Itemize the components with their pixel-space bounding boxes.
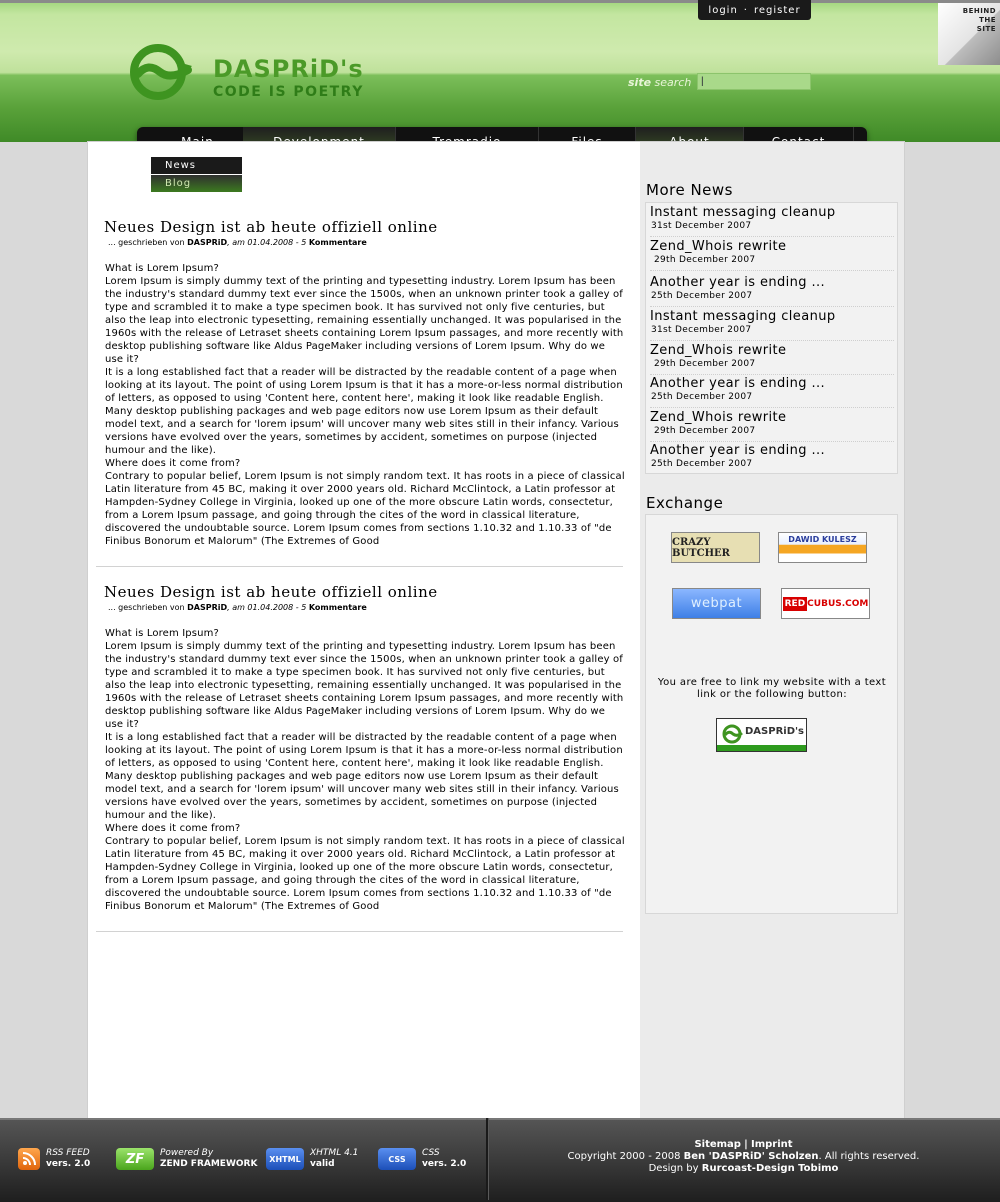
css-line-2: vers. 2.0 — [422, 1159, 467, 1169]
rss-feed-badge[interactable] — [18, 1148, 90, 1170]
news-title[interactable]: Zend_Whois rewrite — [650, 343, 787, 358]
design-prefix: Design by — [648, 1163, 699, 1174]
dawid-kulesz-banner[interactable]: DAWID KULESZ — [778, 532, 867, 563]
news-date: 25th December 2007 — [651, 291, 753, 301]
redcubus-red-label: RED — [784, 598, 806, 609]
register-link[interactable]: register — [753, 4, 801, 16]
xhtml-line-1: XHTML 4.1 — [310, 1148, 359, 1158]
more-news-list — [645, 202, 898, 474]
news-title[interactable]: Another year is ending ... — [650, 275, 826, 290]
article-paragraph: Contrary to popular belief, Lorem Ipsum is not simply random text. It has roots in a piece of classical Latin literature from 45 BC, making it over 2000 years old. Richard McClintock, a Latin professor at Hampden-Sydney College in Virginia, looked up one of the more obscure Latin words, consectetur, from a Lorem Ipsum passage, and going through the cites of the word in classical literature, discovered the undoubtable source. Lorem Ipsum comes from sections 1.10.32 and 1.10.33 of "de Finibus Bonorum et Malorum" (The Extremes of Good — [105, 471, 625, 547]
news-date: 31st December 2007 — [651, 221, 752, 231]
footer-link-separator: | — [744, 1139, 748, 1150]
article-separator — [96, 566, 623, 567]
article-paragraph: Contrary to popular belief, Lorem Ipsum is not simply random text. It has roots in a piece of classical Latin literature from 45 BC, making it over 2000 years old. Richard McClintock, a Latin professor at Hampden-Sydney College in Virginia, looked up one of the more obscure Latin words, consectetur, from a Lorem Ipsum passage, and going through the cites of the word in classical literature, discovered the undoubtable source. Lorem Ipsum comes from sections 1.10.32 and 1.10.33 of "de Finibus Bonorum et Malorum" (The Extremes of Good — [105, 836, 625, 912]
search-label — [628, 76, 691, 89]
article-paragraph: Where does it come from? — [105, 823, 241, 834]
article-separator — [96, 931, 623, 932]
footer-links — [487, 1139, 1000, 1151]
zf-line-2: ZEND FRAMEWORK — [160, 1159, 258, 1169]
designer-link[interactable]: Rurcoast-Design Tobimo — [701, 1163, 839, 1174]
search-label-site: site — [628, 76, 652, 89]
news-item[interactable] — [650, 237, 894, 271]
logo-title[interactable]: DASPRiD's — [213, 55, 364, 83]
sitemap-link[interactable]: Sitemap — [694, 1139, 741, 1150]
xhtml-line-2: valid — [310, 1159, 335, 1169]
webpat-banner[interactable]: webpat — [672, 588, 761, 619]
imprint-link[interactable]: Imprint — [751, 1139, 793, 1150]
css-badge[interactable] — [378, 1148, 466, 1170]
search-input[interactable] — [697, 73, 811, 90]
news-item[interactable] — [650, 441, 894, 474]
article-paragraph: Where does it come from? — [105, 458, 241, 469]
exchange-heading: Exchange — [646, 494, 724, 512]
article-paragraph: Lorem Ipsum is simply dummy text of the printing and typesetting industry. Lorem Ipsum has been the industry's standard dummy text ever since the 1500s, when an unknown printer took a galley of type and scrambled it to make a type specimen book. It has survived not only five centuries, but also the leap into electronic typesetting, remaining essentially unchanged. It was popularised in the 1960s with the release of Letraset sheets containing Lorem Ipsum passages, and more recently with desktop publishing software like Aldus PageMaker including versions of Lorem Ipsum. Why do we use it? — [105, 641, 624, 730]
link-us-text: You are free to link my website with a text link or the following button: — [657, 677, 887, 700]
rss-line-2: vers. 2.0 — [46, 1159, 91, 1169]
news-item[interactable] — [650, 273, 894, 307]
article-title[interactable]: Neues Design ist ab heute offiziell online — [104, 583, 438, 601]
behind-the-site-corner[interactable] — [938, 3, 1000, 65]
meta-prefix: ... geschrieben von — [108, 603, 185, 612]
article-paragraph: It is a long established fact that a reader will be distracted by the readable content of a page when looking at its layout. The point of using Lorem Ipsum is that it has a more-or-less normal distribution of letters, as opposed to using 'Content here, content here', making it look like readable English. Many desktop publishing packages and web page editors now use Lorem Ipsum as their default model text, and a search for 'lorem ipsum' will uncover many web sites still in their infancy. Various versions have evolved over the years, sometimes by accident, sometimes on purpose (injected humour and the like). — [105, 732, 623, 821]
blog-article — [96, 218, 623, 568]
login-link[interactable]: login — [708, 4, 738, 16]
article-body — [105, 627, 625, 912]
dasprid-button-stripe — [717, 745, 806, 751]
meta-prefix: ... geschrieben von — [108, 238, 185, 247]
subnav-news[interactable]: News — [151, 157, 242, 174]
news-date: 25th December 2007 — [651, 459, 753, 469]
meta-date: , am 01.04.2008 - 5 — [227, 238, 307, 247]
meta-date: , am 01.04.2008 - 5 — [227, 603, 307, 612]
copyright-suffix: . All rights reserved. — [818, 1151, 920, 1162]
exchange-box — [645, 514, 898, 914]
news-title[interactable]: Instant messaging cleanup — [650, 309, 836, 324]
news-date: 29th December 2007 — [654, 426, 756, 436]
news-item[interactable] — [650, 203, 894, 237]
article-meta — [108, 238, 367, 247]
more-news-heading: More News — [646, 181, 733, 199]
news-title[interactable]: Another year is ending ... — [650, 376, 826, 391]
article-paragraph: It is a long established fact that a reader will be distracted by the readable content of a page when looking at its layout. The point of using Lorem Ipsum is that it has a more-or-less normal distribution of letters, as opposed to using 'Content here, content here', making it look like readable English. Many desktop publishing packages and web page editors now use Lorem Ipsum as their default model text, and a search for 'lorem ipsum' will uncover many web sites still in their infancy. Various versions have evolved over the years, sometimes by accident, sometimes on purpose (injected humour and the like). — [105, 367, 623, 456]
blog-article — [96, 583, 623, 933]
login-bar — [698, 0, 811, 20]
dasprid-button-label: DASPRiD's — [745, 726, 805, 737]
sub-nav — [151, 157, 242, 193]
news-title[interactable]: Zend_Whois rewrite — [650, 410, 787, 425]
article-paragraph: What is Lorem Ipsum? — [105, 263, 219, 274]
css-line-1: CSS — [422, 1148, 440, 1158]
behind-line-1: BEHIND — [962, 7, 996, 15]
article-comments-link[interactable]: Kommentare — [308, 238, 367, 247]
redcubus-cubus-label: CUBUS.COM — [807, 598, 869, 609]
news-date: 29th December 2007 — [654, 255, 756, 265]
copyright-prefix: Copyright 2000 - 2008 — [567, 1151, 681, 1162]
article-author[interactable]: DASPRiD — [187, 238, 228, 247]
copyright-line — [487, 1151, 1000, 1163]
article-paragraph: What is Lorem Ipsum? — [105, 628, 219, 639]
article-meta — [108, 603, 367, 612]
article-body — [105, 262, 625, 547]
news-title[interactable]: Another year is ending ... — [650, 443, 826, 458]
article-paragraph: Lorem Ipsum is simply dummy text of the printing and typesetting industry. Lorem Ipsum has been the industry's standard dummy text ever since the 1500s, when an unknown printer took a galley of type and scrambled it to make a type specimen book. It has survived not only five centuries, but also the leap into electronic typesetting, remaining essentially unchanged. It was popularised in the 1960s with the release of Letraset sheets containing Lorem Ipsum passages, and more recently with desktop publishing software like Aldus PageMaker including versions of Lorem Ipsum. Why do we use it? — [105, 276, 624, 365]
rss-line-1: RSS FEED — [46, 1148, 90, 1158]
login-separator: · — [743, 4, 748, 16]
zend-framework-badge[interactable] — [116, 1148, 257, 1170]
news-date: 31st December 2007 — [651, 325, 752, 335]
xhtml-icon: XHTML — [266, 1148, 304, 1170]
news-date: 29th December 2007 — [654, 359, 756, 369]
xhtml-badge[interactable] — [266, 1148, 358, 1170]
news-title[interactable]: Instant messaging cleanup — [650, 205, 836, 220]
copyright-name: Ben 'DASPRiD' Scholzen — [683, 1151, 819, 1162]
behind-line-2: THE — [979, 16, 996, 24]
behind-line-3: SITE — [976, 25, 996, 33]
dasprid-logo-icon — [721, 724, 743, 744]
news-title[interactable]: Zend_Whois rewrite — [650, 239, 787, 254]
news-item[interactable] — [650, 341, 894, 375]
logo-icon[interactable] — [124, 44, 196, 100]
article-comments-link[interactable]: Kommentare — [308, 603, 367, 612]
redcubus-banner[interactable] — [781, 588, 870, 619]
news-item[interactable] — [650, 307, 894, 341]
article-title[interactable]: Neues Design ist ab heute offiziell online — [104, 218, 438, 236]
news-date: 25th December 2007 — [651, 392, 753, 402]
news-item[interactable] — [650, 374, 894, 408]
footer-info — [487, 1139, 1000, 1175]
rss-icon — [18, 1148, 40, 1170]
search-label-search: search — [654, 76, 692, 89]
logo-subtitle: CODE IS POETRY — [213, 84, 364, 100]
zf-line-1: Powered By — [160, 1148, 214, 1158]
design-credit — [487, 1163, 1000, 1175]
css-icon: CSS — [378, 1148, 416, 1170]
crazy-butcher-banner[interactable]: CRAZY BUTCHER — [671, 532, 760, 563]
article-author[interactable]: DASPRiD — [187, 603, 228, 612]
dasprid-link-button[interactable] — [716, 718, 807, 752]
subnav-blog[interactable]: Blog — [151, 175, 242, 192]
zf-icon: ZF — [116, 1148, 154, 1170]
news-item[interactable] — [650, 408, 894, 442]
